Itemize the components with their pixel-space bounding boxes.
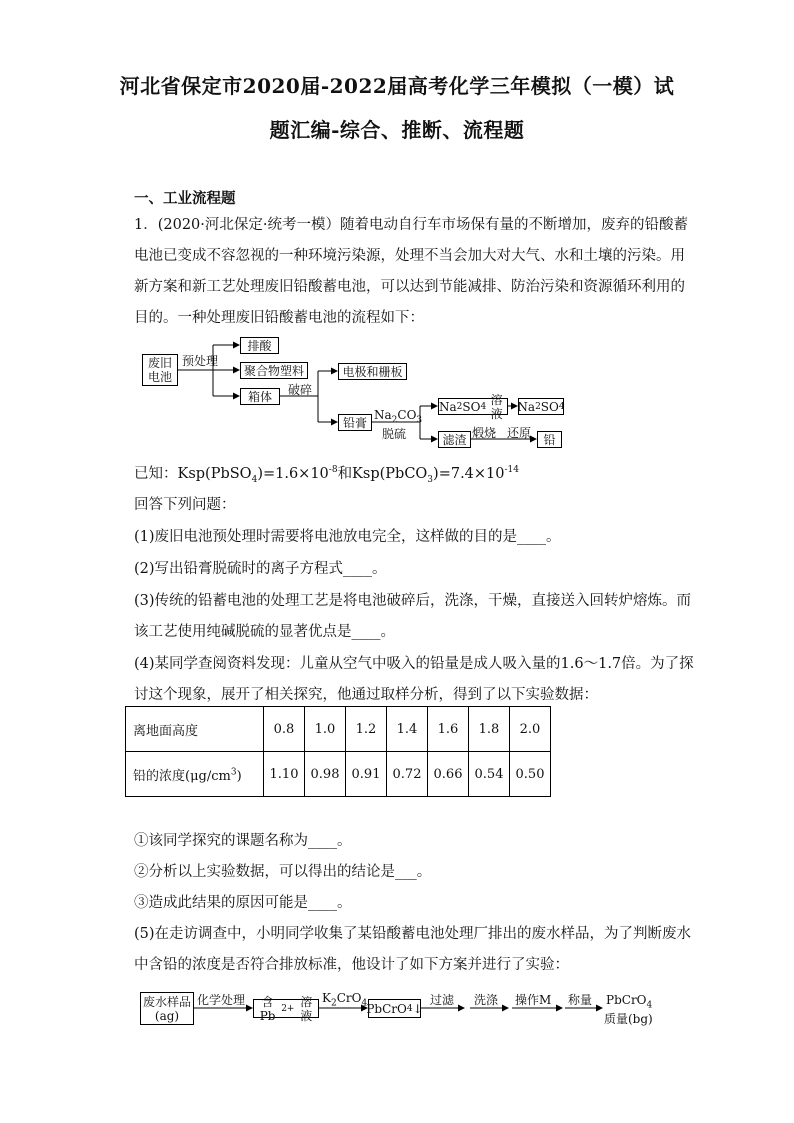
table-cell: 1.8 bbox=[469, 707, 510, 752]
flow2-weigh-label: 称量 bbox=[568, 993, 593, 1007]
flow2-reagent-k2cro4: $K_2CrO_4$ bbox=[322, 991, 368, 1009]
flow1-lead-label: 铅 bbox=[543, 432, 556, 447]
flow1-waste-battery-label: 废旧电池 bbox=[147, 356, 172, 384]
doc-title-line1: 河北省保定市2020届-2022届高考化学三年模拟（一模）试 bbox=[119, 74, 675, 98]
flow2-result-mass: 质量(bg) bbox=[604, 1012, 653, 1026]
flow2-precipitate-box: PbCrO 4 ↓ bbox=[368, 999, 421, 1018]
flow1-case-label: 箱体 bbox=[247, 389, 272, 404]
intro-line-2: 电池已变成不容忽视的一种环境污染源，处理不当会加大对大气、水和土壤的污染。用 bbox=[134, 248, 685, 264]
flow1-crush-label: 破碎 bbox=[288, 383, 313, 397]
table-cell: 1.6 bbox=[428, 707, 469, 752]
known-ksp: 已知：$Ksp(PbSO_4)=1.6\times 10^{-8}$和$Ksp(PbCO_3)=7.4\times 10^{-14}$ bbox=[134, 465, 519, 485]
table-cell: 0.98 bbox=[305, 752, 346, 797]
flow2-chem-treat-label: 化学处理 bbox=[197, 993, 246, 1007]
flow1-reagent-na2co3: $Na_2CO_3$ bbox=[374, 408, 423, 426]
sub-question-1: ①该同学探究的课题名称为____。 bbox=[134, 833, 352, 849]
table-row2-label: 铅的浓度$(\mu g/cm^3)$ bbox=[126, 752, 264, 797]
flow1-pretreat-label: 预处理 bbox=[182, 354, 219, 368]
flow2-operation-m-label: 操作M bbox=[515, 993, 552, 1007]
flow1-reduce-label: 还原 bbox=[507, 426, 532, 440]
flow2-wastewater-box bbox=[140, 992, 194, 1025]
question-2: (2)写出铅膏脱硫时的离子方程式____。 bbox=[134, 561, 387, 577]
table-cell: 2.0 bbox=[510, 707, 551, 752]
question-4b: 讨这个现象，展开了相关探究，他通过取样分析，得到了以下实验数据： bbox=[134, 687, 598, 703]
table-cell: 1.0 bbox=[305, 707, 346, 752]
table-row1-label: 离地面高度 bbox=[126, 707, 264, 752]
answer-prompt: 回答下列问题： bbox=[134, 497, 236, 513]
flow1-drain-acid-label: 排酸 bbox=[247, 338, 272, 353]
flow1-calcine-label: 煅烧 bbox=[472, 426, 497, 440]
table-cell: 1.2 bbox=[346, 707, 387, 752]
flow2-wash-label: 洗涤 bbox=[474, 993, 499, 1007]
sub-question-2: ②分析以上实验数据，可以得出的结论是___。 bbox=[134, 864, 432, 880]
flow1-lead-paste-label: 铅膏 bbox=[342, 415, 367, 430]
flow1-residue-label: 滤渣 bbox=[442, 432, 467, 447]
flow2-result-formula: PbCrO$_4$ bbox=[606, 993, 653, 1011]
table-cell: 0.66 bbox=[428, 752, 469, 797]
table-cell: 0.50 bbox=[510, 752, 551, 797]
question-5b: 中含铅的浓度是否符合排放标准，他设计了如下方案并进行了实验： bbox=[134, 957, 569, 973]
question-4a: (4)某同学查阅资料发现：儿童从空气中吸入的铅量是成人吸入量的1.6～1.7倍。为了探 bbox=[134, 656, 694, 672]
table-cell: 1.4 bbox=[387, 707, 428, 752]
intro-line-1: 1．(2020·河北保定·统考一模）随着电动自行车市场保有量的不断增加，废弃的铅酸蓄 bbox=[134, 217, 688, 233]
question-3b: 该工艺使用纯碱脱硫的显著优点是____。 bbox=[134, 624, 395, 640]
question-3a: (3)传统的铅蓄电池的处理工艺是将电池破碎后，洗涤，干燥，直接送入回转炉熔炼。而 bbox=[134, 593, 692, 609]
flow1-plastic-label: 聚合物塑料 bbox=[243, 363, 304, 378]
table-cell: 0.54 bbox=[469, 752, 510, 797]
intro-line-3: 新方案和新工艺处理废旧铅酸蓄电池，可以达到节能减排、防治污染和资源循环利用的 bbox=[134, 279, 685, 295]
sub-question-3: ③造成此结果的原因可能是____。 bbox=[134, 895, 352, 911]
flow1-electrode-label: 电极和栅板 bbox=[342, 364, 403, 379]
flow2-pb-solution-box: 含Pb 2+ 溶液 bbox=[253, 999, 319, 1018]
intro-line-4: 目的。一种处理废旧铅酸蓄电池的流程如下： bbox=[134, 310, 424, 326]
flow2-filter-label: 过滤 bbox=[430, 993, 455, 1007]
doc-title-line2: 题汇编-综合、推断、流程题 bbox=[269, 118, 525, 142]
flow1-na2so4-box: Na 2 SO 4 bbox=[517, 399, 565, 414]
section-heading: 一、工业流程题 bbox=[134, 190, 236, 207]
question-1: (1)废旧电池预处理时需要将电池放电完全，这样做的目的是____。 bbox=[134, 529, 561, 545]
table-cell: 0.8 bbox=[264, 707, 305, 752]
flow2-wastewater-label: 废水样品 bbox=[142, 994, 191, 1009]
table-cell: 0.72 bbox=[387, 752, 428, 797]
flow1-na2so4-solution-box: Na 2 SO 4 溶液 bbox=[438, 398, 508, 415]
flow2-wastewater-mass: (ag) bbox=[154, 1008, 180, 1023]
question-5a: (5)在走访调查中，小明同学收集了某铅酸蓄电池处理厂排出的废水样品，为了判断废水 bbox=[134, 926, 692, 942]
flow1-desulf-label: 脱硫 bbox=[382, 427, 407, 441]
table-cell: 0.91 bbox=[346, 752, 387, 797]
table-cell: 1.10 bbox=[264, 752, 305, 797]
